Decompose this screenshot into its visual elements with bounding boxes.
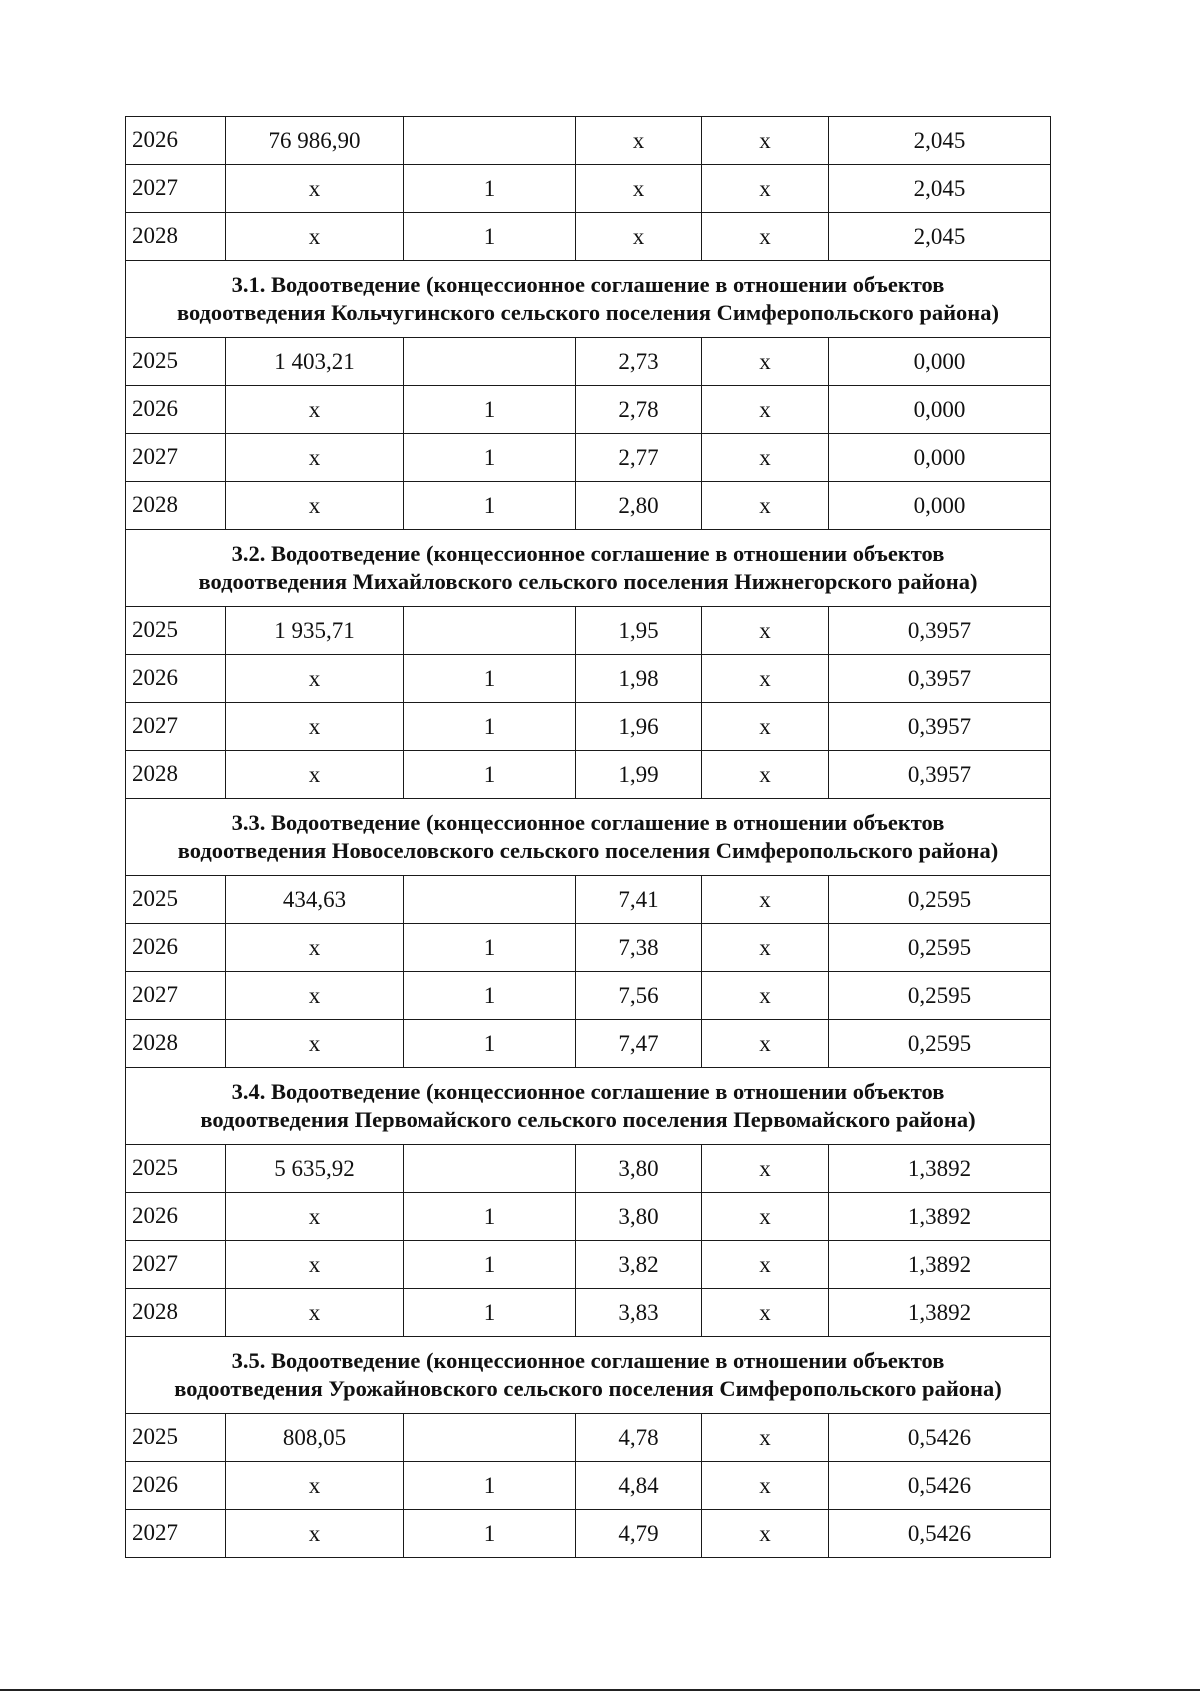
value-cell: x [702,1462,829,1510]
year-cell: 2028 [126,1020,226,1068]
value-cell: x [702,386,829,434]
value-cell: x [226,213,404,261]
year-cell: 2026 [126,1462,226,1510]
value-cell: 4,79 [576,1510,702,1558]
value-cell: 808,05 [226,1414,404,1462]
value-cell: 1,3892 [829,1193,1051,1241]
year-cell: 2026 [126,117,226,165]
value-cell: 434,63 [226,876,404,924]
table-row [126,876,1051,924]
value-cell: 1 [404,751,576,799]
section-heading-line: 3.1. Водоотведение (концессионное соглашение в отношении объектов [231,272,945,297]
section-heading-line: водоотведения Кольчугинского сельского поселения Симферопольского района) [176,300,1000,325]
year-cell: 2027 [126,1241,226,1289]
value-cell: x [702,165,829,213]
section-heading [126,1068,1051,1145]
value-cell: x [226,1289,404,1337]
table-row [126,117,1051,165]
year-cell: 2025 [126,1414,226,1462]
section-heading [126,799,1051,876]
table-row [126,1414,1051,1462]
section-heading-line: 3.4. Водоотведение (концессионное соглашение в отношении объектов [231,1079,945,1104]
value-cell: 1 [404,482,576,530]
value-cell: 1 [404,1510,576,1558]
table-row [126,1145,1051,1193]
value-cell: x [702,117,829,165]
value-cell: 0,2595 [829,972,1051,1020]
value-cell: x [226,482,404,530]
year-cell: 2027 [126,434,226,482]
year-cell: 2028 [126,751,226,799]
value-cell: 0,2595 [829,876,1051,924]
section-heading-line: 3.5. Водоотведение (концессионное соглашение в отношении объектов [231,1348,945,1373]
value-cell: x [226,1193,404,1241]
value-cell: 2,73 [576,338,702,386]
value-cell: x [226,703,404,751]
table-row [126,165,1051,213]
value-cell: 7,47 [576,1020,702,1068]
value-cell: 0,2595 [829,924,1051,972]
section-heading-line: водоотведения Новоселовского сельского поселения Симферопольского района) [177,838,999,863]
table-row [126,1193,1051,1241]
value-cell [404,876,576,924]
section-heading-row [126,1068,1051,1145]
value-cell: x [702,482,829,530]
value-cell: 1 [404,213,576,261]
tariff-table [125,116,1051,1558]
value-cell: 1 [404,1462,576,1510]
value-cell: 2,045 [829,213,1051,261]
value-cell: 1,99 [576,751,702,799]
value-cell: 0,000 [829,434,1051,482]
page-bottom-rule [0,1689,1200,1691]
value-cell: x [702,924,829,972]
value-cell: x [702,703,829,751]
table-row [126,703,1051,751]
value-cell: x [576,117,702,165]
section-heading [126,530,1051,607]
section-heading-line: водоотведения Михайловского сельского поселения Нижнегорского района) [198,569,978,594]
value-cell: 1 [404,1020,576,1068]
value-cell: 2,045 [829,117,1051,165]
value-cell: x [226,1462,404,1510]
value-cell: 1 [404,1241,576,1289]
value-cell: 7,56 [576,972,702,1020]
value-cell: x [226,165,404,213]
year-cell: 2028 [126,213,226,261]
table-row [126,751,1051,799]
value-cell: x [226,655,404,703]
value-cell: 3,83 [576,1289,702,1337]
tariff-table-body [126,117,1051,1558]
value-cell: 1 [404,924,576,972]
value-cell: 1,95 [576,607,702,655]
value-cell: 76 986,90 [226,117,404,165]
value-cell: 0,5426 [829,1462,1051,1510]
value-cell: x [702,213,829,261]
table-row [126,482,1051,530]
section-heading-row [126,261,1051,338]
table-row [126,338,1051,386]
table-row [126,1020,1051,1068]
value-cell [404,117,576,165]
value-cell: 1 935,71 [226,607,404,655]
year-cell: 2028 [126,482,226,530]
value-cell: x [576,213,702,261]
value-cell: x [226,386,404,434]
value-cell [404,338,576,386]
value-cell: 3,80 [576,1193,702,1241]
year-cell: 2027 [126,165,226,213]
value-cell: x [702,607,829,655]
value-cell: 0,000 [829,482,1051,530]
table-row [126,655,1051,703]
value-cell: 0,5426 [829,1414,1051,1462]
value-cell: x [702,972,829,1020]
table-row [126,434,1051,482]
value-cell: x [226,924,404,972]
year-cell: 2025 [126,1145,226,1193]
value-cell: 1 [404,1289,576,1337]
table-row [126,607,1051,655]
section-heading-line: водоотведения Первомайского сельского поселения Первомайского района) [200,1107,976,1132]
value-cell: x [226,434,404,482]
value-cell: 1 [404,703,576,751]
value-cell: 2,80 [576,482,702,530]
value-cell: 1,96 [576,703,702,751]
value-cell: 1 [404,386,576,434]
year-cell: 2025 [126,607,226,655]
value-cell: x [702,655,829,703]
value-cell: 2,78 [576,386,702,434]
section-heading-row [126,1337,1051,1414]
value-cell: 1,3892 [829,1145,1051,1193]
value-cell: x [702,1289,829,1337]
value-cell: x [702,338,829,386]
section-heading-row [126,530,1051,607]
value-cell: 0,3957 [829,751,1051,799]
value-cell: x [702,434,829,482]
table-row [126,1462,1051,1510]
section-heading-line: 3.3. Водоотведение (концессионное соглашение в отношении объектов [231,810,945,835]
value-cell: 0,2595 [829,1020,1051,1068]
year-cell: 2027 [126,1510,226,1558]
value-cell: 3,80 [576,1145,702,1193]
value-cell: 0,5426 [829,1510,1051,1558]
value-cell [404,607,576,655]
year-cell: 2028 [126,1289,226,1337]
table-row [126,213,1051,261]
value-cell: 1,3892 [829,1241,1051,1289]
value-cell: 7,41 [576,876,702,924]
value-cell: 1 403,21 [226,338,404,386]
value-cell: 5 635,92 [226,1145,404,1193]
value-cell: 1,98 [576,655,702,703]
section-heading [126,1337,1051,1414]
value-cell: 0,000 [829,338,1051,386]
value-cell: 0,3957 [829,655,1051,703]
value-cell: 0,000 [829,386,1051,434]
value-cell: x [702,1241,829,1289]
year-cell: 2026 [126,386,226,434]
value-cell: x [226,1020,404,1068]
value-cell: x [702,1414,829,1462]
value-cell: 1 [404,655,576,703]
value-cell: x [702,1193,829,1241]
table-row [126,924,1051,972]
value-cell: 0,3957 [829,703,1051,751]
table-row [126,1241,1051,1289]
value-cell: x [702,1145,829,1193]
year-cell: 2027 [126,703,226,751]
value-cell [404,1414,576,1462]
value-cell: 1 [404,1193,576,1241]
value-cell: x [226,751,404,799]
table-row [126,386,1051,434]
value-cell: 2,77 [576,434,702,482]
value-cell: x [702,876,829,924]
value-cell: 0,3957 [829,607,1051,655]
value-cell: 4,84 [576,1462,702,1510]
year-cell: 2025 [126,338,226,386]
table-row [126,1510,1051,1558]
value-cell: 4,78 [576,1414,702,1462]
value-cell: x [702,1510,829,1558]
section-heading [126,261,1051,338]
value-cell: 1 [404,434,576,482]
year-cell: 2026 [126,1193,226,1241]
value-cell: 1 [404,972,576,1020]
value-cell: 1 [404,165,576,213]
value-cell: 3,82 [576,1241,702,1289]
value-cell: x [226,1241,404,1289]
section-heading-line: водоотведения Урожайновского сельского поселения Симферопольского района) [174,1376,1002,1401]
section-heading-line: 3.2. Водоотведение (концессионное соглашение в отношении объектов [231,541,945,566]
table-row [126,1289,1051,1337]
value-cell: x [226,1510,404,1558]
value-cell: 1,3892 [829,1289,1051,1337]
value-cell: x [702,1020,829,1068]
table-row [126,972,1051,1020]
year-cell: 2026 [126,655,226,703]
year-cell: 2027 [126,972,226,1020]
year-cell: 2026 [126,924,226,972]
value-cell: x [576,165,702,213]
value-cell: 2,045 [829,165,1051,213]
value-cell [404,1145,576,1193]
section-heading-row [126,799,1051,876]
value-cell: x [226,972,404,1020]
value-cell: x [702,751,829,799]
value-cell: 7,38 [576,924,702,972]
year-cell: 2025 [126,876,226,924]
